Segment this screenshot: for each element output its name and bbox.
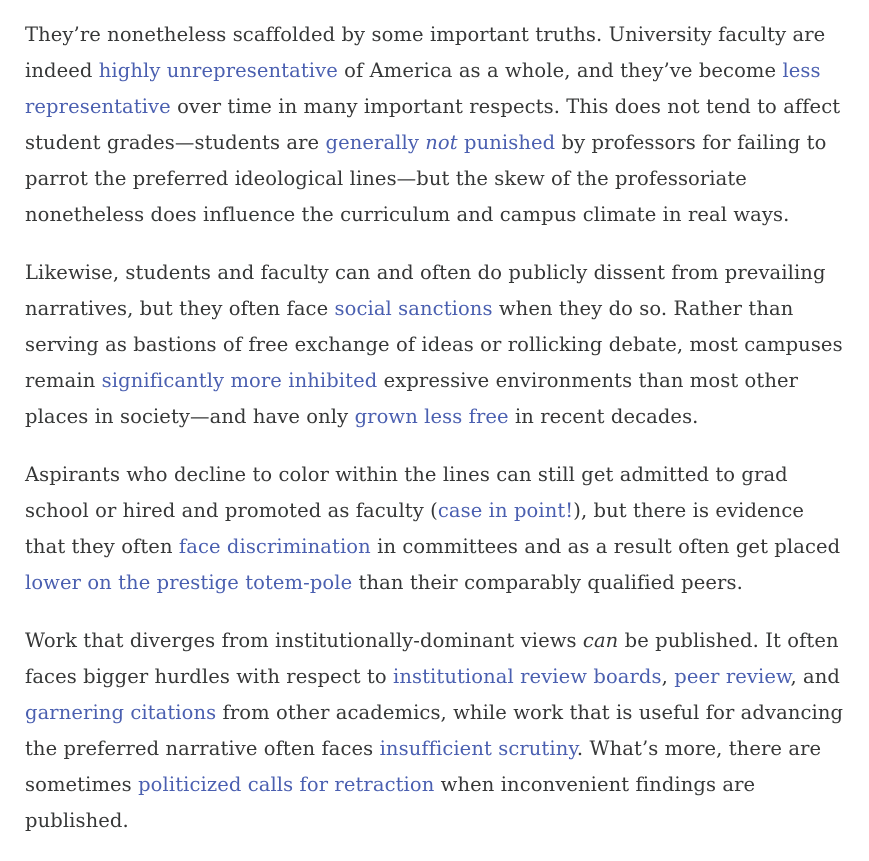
inline-link[interactable]: garnering citations — [25, 701, 217, 724]
inline-link[interactable]: highly unrepresentative — [98, 59, 338, 82]
body-text: . What’s more, there are sometimes — [25, 737, 822, 796]
body-text: , — [661, 665, 675, 688]
body-text: They’re nonetheless scaffolded by some important truths. University faculty are indeed — [25, 23, 826, 82]
inline-link[interactable]: case in point! — [437, 499, 574, 522]
body-text: expressive environments than most other places in society—and have only — [25, 369, 799, 428]
paragraph-3 — [25, 457, 849, 601]
inline-link[interactable]: politicized calls for retraction — [138, 773, 435, 796]
body-text: than their comparably qualified peers. — [352, 571, 743, 594]
body-text: ), but there is evidence that they often — [25, 499, 805, 558]
body-text: from other academics, while work that is useful for advancing the preferred narrative often faces — [25, 701, 844, 760]
body-text: of America as a whole, and they’ve become — [337, 59, 783, 82]
body-text: be published. It often faces bigger hurdles with respect to — [25, 629, 839, 688]
body-text: , and — [790, 665, 841, 688]
body-text: Likewise, students and faculty can and often do publicly dissent from prevailing narratives, but they often face — [25, 261, 826, 320]
inline-link[interactable]: face discrimination — [178, 535, 371, 558]
link-emphasis: not — [425, 131, 458, 154]
inline-link[interactable]: institutional review boards — [393, 665, 662, 688]
inline-link[interactable]: less representative — [25, 59, 821, 118]
inline-link[interactable]: grown less free — [354, 405, 509, 428]
body-text: by professors for failing to parrot the preferred ideological lines—but the skew of the professoriate nonetheless does influence the curriculum and campus climate in real ways. — [25, 131, 827, 226]
emphasis-text: can — [582, 629, 619, 652]
paragraph-2 — [25, 255, 849, 435]
body-text: when they do so. Rather than serving as bastions of free exchange of ideas or rollicking debate, most campuses remain — [25, 297, 843, 392]
inline-link[interactable]: peer review — [674, 665, 791, 688]
body-text: Work that diverges from institutionally-dominant views — [25, 629, 583, 652]
inline-link[interactable]: social sanctions — [334, 297, 493, 320]
body-text: when inconvenient findings are published. — [25, 773, 756, 832]
body-text: Aspirants who decline to color within the lines can still get admitted to grad school or hired and promoted as faculty ( — [25, 463, 788, 522]
paragraph-1 — [25, 17, 849, 233]
inline-link[interactable]: generally not punished — [325, 131, 556, 154]
inline-link[interactable]: insufficient scrutiny — [379, 737, 577, 760]
body-text: over time in many important respects. This does not tend to affect student grades—students are — [25, 95, 841, 154]
inline-link[interactable]: significantly more inhibited — [101, 369, 378, 392]
body-text: in recent decades. — [508, 405, 699, 428]
paragraph-4 — [25, 623, 849, 839]
inline-link[interactable]: lower on the prestige totem-pole — [25, 571, 353, 594]
body-text: in committees and as a result often get placed — [370, 535, 841, 558]
